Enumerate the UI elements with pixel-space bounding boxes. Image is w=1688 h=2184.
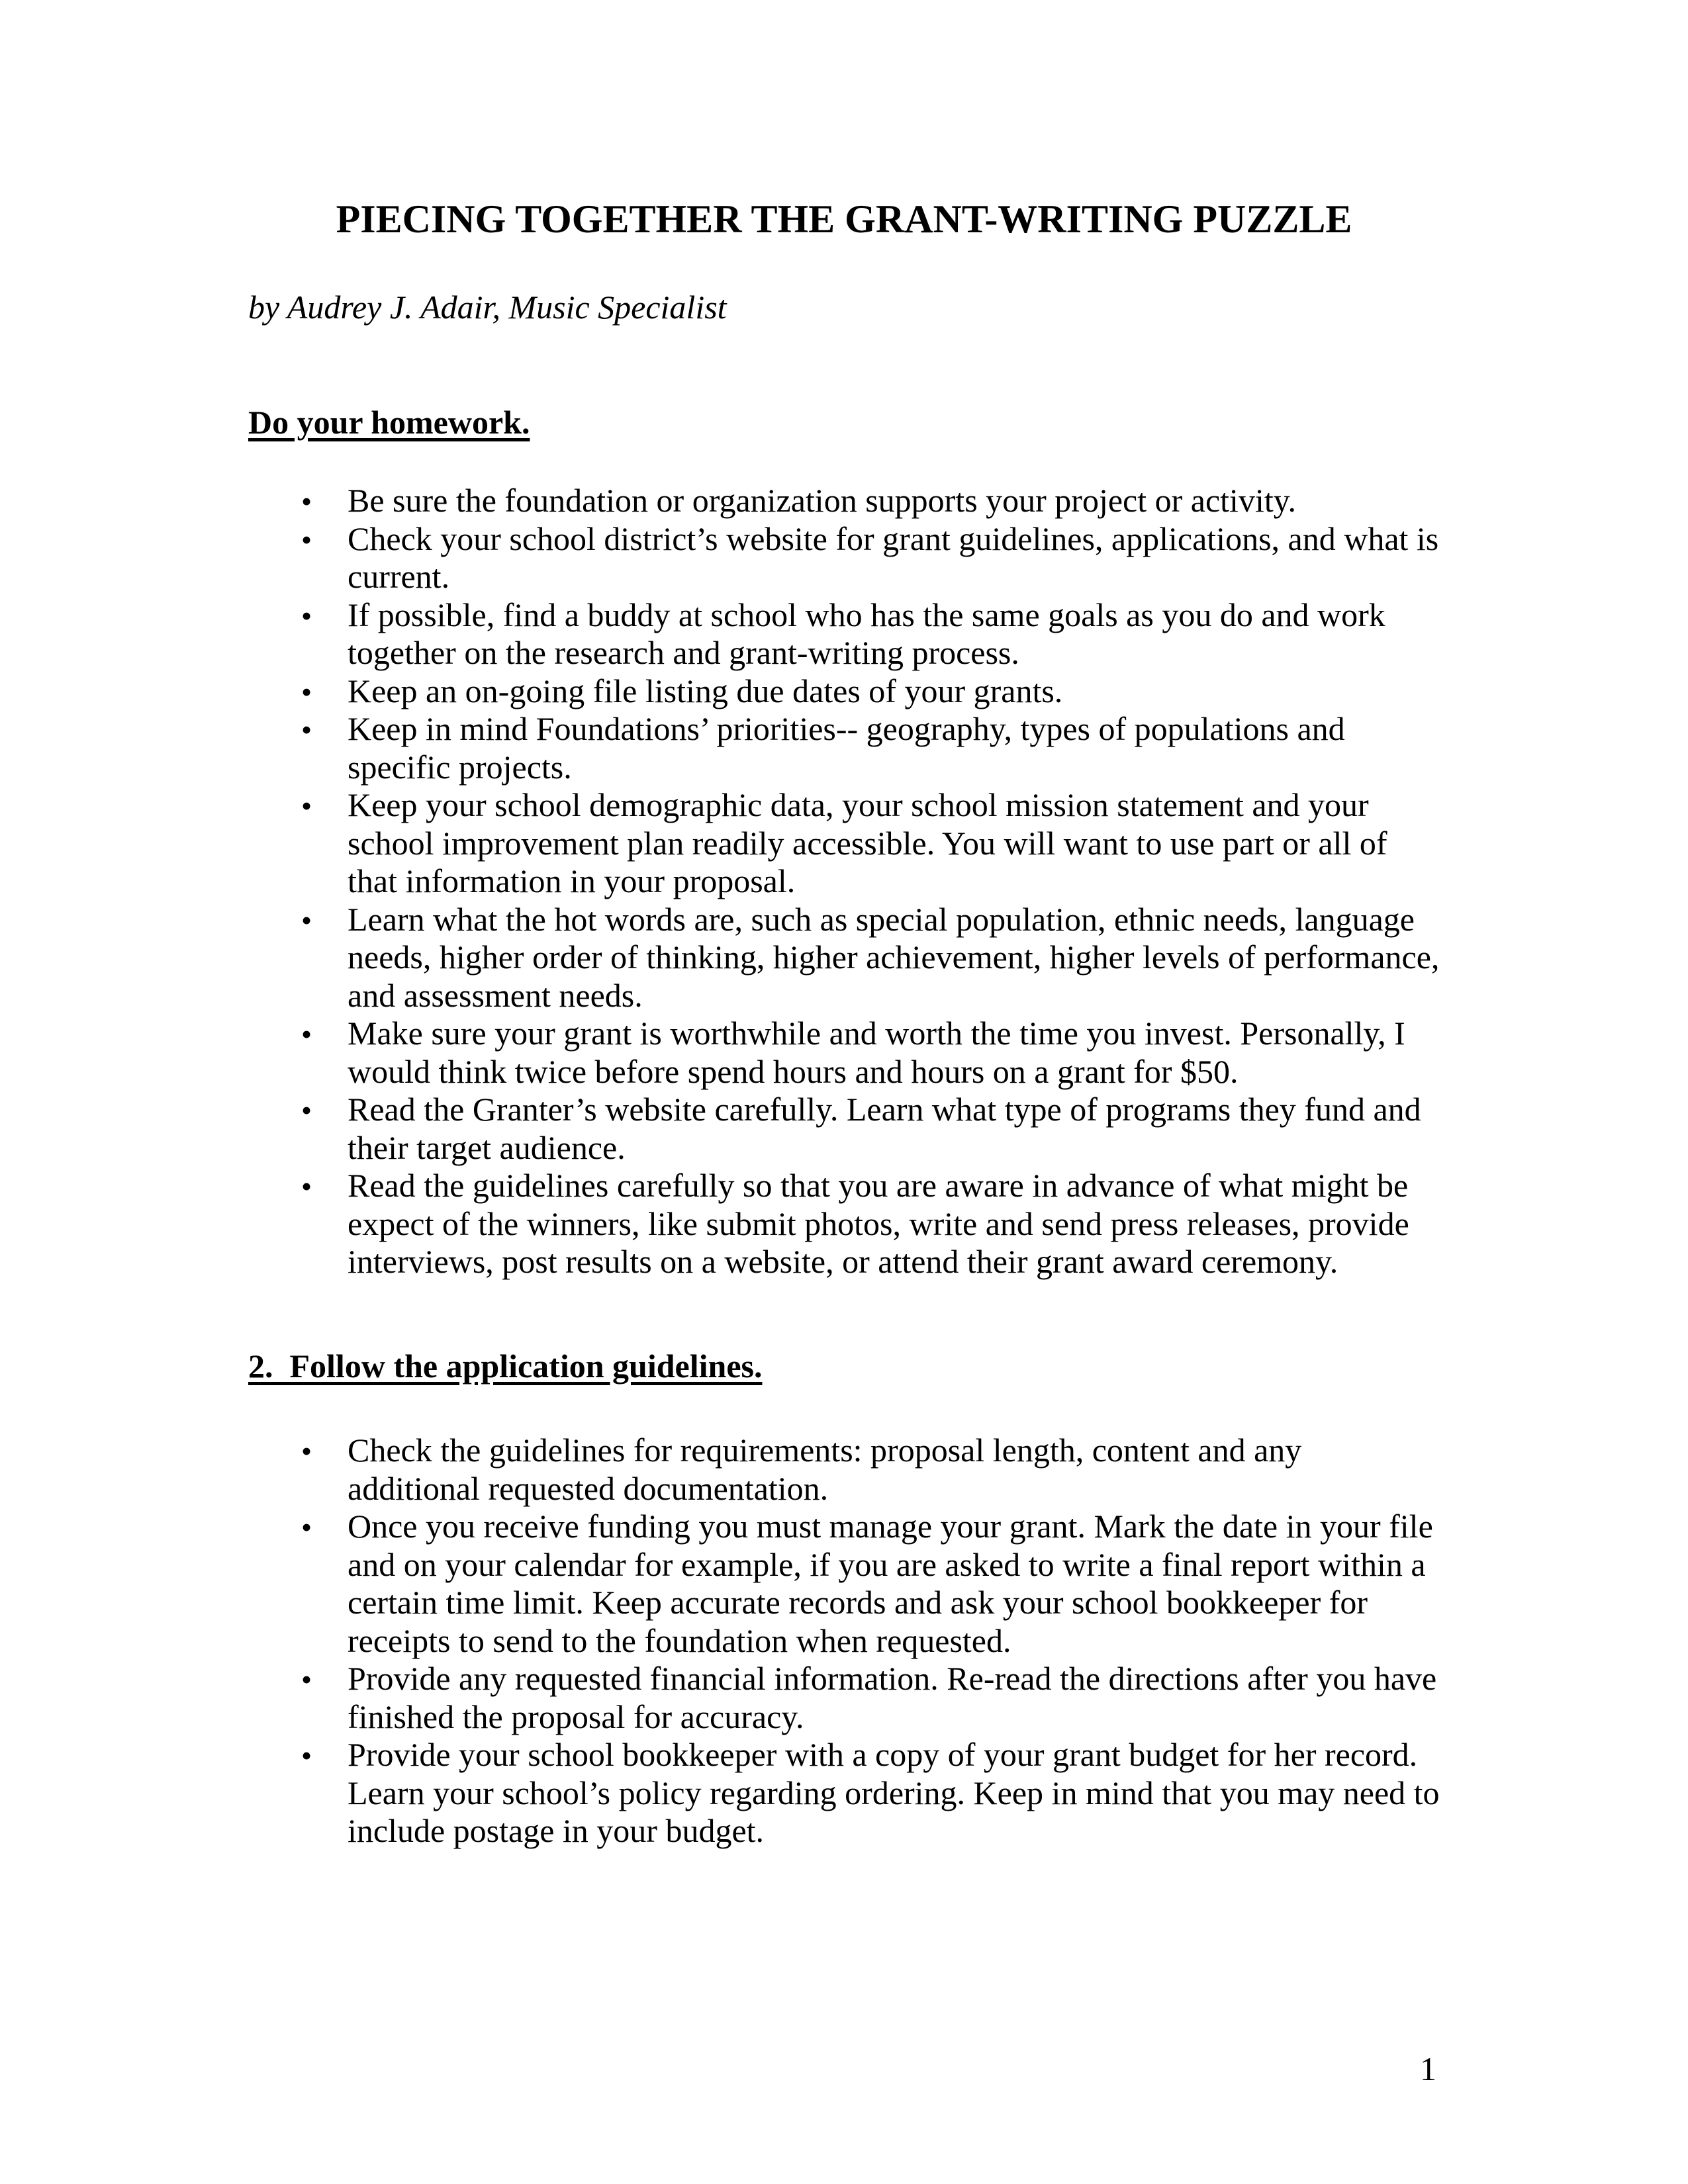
bullet-text: Check the guidelines for requirements: proposal length, content and any additional requested documentation.: [348, 1432, 1302, 1507]
page-number: 1: [1420, 2050, 1436, 2087]
list-item: [248, 786, 1440, 901]
bullet-text: Provide your school bookkeeper with a copy of your grant budget for her record. Learn your school’s policy regarding ordering. Keep in mind that you may need to include postage in your budget.: [348, 1736, 1440, 1849]
bullet-text: Be sure the foundation or organization supports your project or activity.: [348, 482, 1296, 519]
homework-bullet-list: [248, 482, 1440, 1281]
bullet-text: Check your school district’s website for grant guidelines, applications, and what is current.: [348, 520, 1439, 595]
bullet-icon: •: [301, 1017, 312, 1051]
list-item: [248, 710, 1440, 786]
bullet-text: Keep your school demographic data, your school mission statement and your school improvement plan readily accessible. You will want to use part or all of that information in your proposal.: [348, 786, 1387, 899]
bullet-icon: •: [301, 1739, 312, 1772]
section-heading-follow-application-guidelines: 2. Follow the application guidelines.: [248, 1347, 763, 1385]
bullet-icon: •: [301, 484, 312, 518]
bullet-text: Once you receive funding you must manage your grant. Mark the date in your file and on your calendar for example, if you are asked to write a final report within a certain time limit. Keep accurate records and ask your school bookkeeper for receipts to send to the foundation when requested.: [348, 1508, 1433, 1659]
list-item: [248, 901, 1440, 1015]
bullet-icon: •: [301, 1662, 312, 1696]
section-heading-do-your-homework: Do your homework.: [248, 403, 530, 441]
bullet-icon: •: [301, 903, 312, 937]
list-item: [248, 1660, 1440, 1736]
bullet-icon: •: [301, 789, 312, 823]
list-item: [248, 1091, 1440, 1167]
bullet-text: Keep an on-going file listing due dates of your grants.: [348, 672, 1063, 709]
bullet-icon: •: [301, 1510, 312, 1544]
bullet-icon: •: [301, 1169, 312, 1203]
document-title: PIECING TOGETHER THE GRANT-WRITING PUZZLE: [336, 197, 1352, 241]
bullet-text: Learn what the hot words are, such as special population, ethnic needs, language needs, higher order of thinking, higher achievement, higher levels of performance, and assessment needs.: [348, 900, 1440, 1014]
bullet-text: Provide any requested financial information. Re-read the directions after you have finished the proposal for accuracy.: [348, 1660, 1437, 1735]
list-item: [248, 482, 1440, 520]
bullet-text: Make sure your grant is worthwhile and worth the time you invest. Personally, I would think twice before spend hours and hours on a grant for $50.: [348, 1015, 1405, 1090]
bullet-text: Read the guidelines carefully so that you are aware in advance of what might be expect of the winners, like submit photos, write and send press releases, provide interviews, post results on a website, or attend their grant award ceremony.: [348, 1167, 1409, 1280]
list-item: [248, 1736, 1440, 1850]
bullet-text: Keep in mind Foundations’ priorities-- geography, types of populations and specific projects.: [348, 710, 1345, 786]
list-item: [248, 1015, 1440, 1091]
list-item: [248, 1167, 1440, 1281]
bullet-text: If possible, find a buddy at school who has the same goals as you do and work together on the research and grant-writing process.: [348, 596, 1385, 671]
bullet-icon: •: [301, 1434, 312, 1468]
bullet-icon: •: [301, 1093, 312, 1127]
bullet-icon: •: [301, 522, 312, 557]
bullet-icon: •: [301, 713, 312, 747]
byline: by Audrey J. Adair, Music Specialist: [248, 289, 727, 326]
list-item: [248, 596, 1440, 672]
bullet-icon: •: [301, 598, 312, 633]
list-item: [248, 1508, 1440, 1660]
list-item: [248, 672, 1440, 711]
guidelines-bullet-list: [248, 1432, 1440, 1850]
bullet-icon: •: [301, 674, 312, 709]
bullet-text: Read the Granter’s website carefully. Learn what type of programs they fund and their target audience.: [348, 1091, 1421, 1166]
list-item: [248, 1432, 1440, 1508]
list-item: [248, 520, 1440, 596]
